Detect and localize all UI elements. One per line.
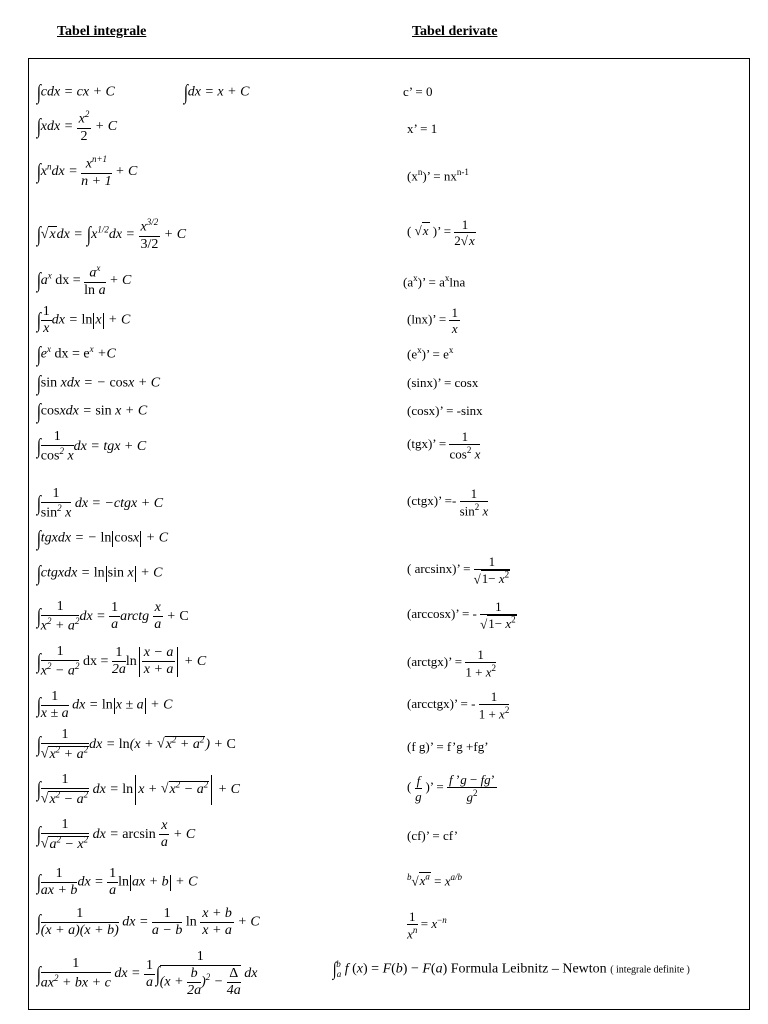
derivative-x-power-n: $(x^n)$’ = $nx^{n-1}$ xyxy=(407,167,469,184)
derivative-ctg: (ctgx)’ =- $\frac{1}{\sin^2 x}$ xyxy=(407,486,489,519)
integral-cos: ∫cosxdx = sin x + C xyxy=(36,399,148,423)
derivative-cos: (cosx)’ = -sinx xyxy=(407,403,483,418)
integral-dx: ∫dx = x + C xyxy=(183,80,250,104)
leibniz-newton-formula: ∫$^b_a$ f (x) = F(b) − F(a) Formula Leibnitz – Newton ( integrale definite ) xyxy=(332,959,690,980)
derivative-constant-multiple: (cf)’ = cf’ xyxy=(407,828,459,843)
derivative-sqrt-x: ( √x )’ = $\frac{1}{2√x}$ xyxy=(407,217,475,248)
integral-one-over-x: ∫ $\frac{1}{x}$ dx = ln x + C xyxy=(36,304,131,336)
integral-quadratic: ∫ $\frac{1}{ax^2 + bx + c}$ dx = $\frac{1}{a}$ ∫ 1 (x + $\frac{b}{2a}$ )$^2$ − $\frac{\Delta}{4a}$ dx xyxy=(36,949,258,998)
definite-integrals-note: ( integrale definite ) xyxy=(610,964,690,976)
derivative-sin: (sinx)’ = cosx xyxy=(407,375,479,390)
derivative-constant: c’ = 0 xyxy=(403,84,433,99)
integral-x-plus-minus-a: ∫ $\frac{1}{x \pm a}$ dx = ln x ± a + C xyxy=(36,689,173,721)
integral-sqrt-x: $\int√xdx = \int x^{1/2}dx$ = $\frac{x^{3/2}}{3/2}$ + C xyxy=(36,217,187,252)
derivative-tg: (tgx)’ = $\frac{1}{\cos^2 x}$ xyxy=(407,429,481,462)
integral-sec-squared: ∫ $\frac{1}{\cos^2 x}$ dx = tgx + C xyxy=(36,429,147,464)
integral-sqrt-x2-minus-a2: ∫ $\frac{1}{√x^2 - a^2}$ dx = $\ln x + √x^2 - a^2 + C$ xyxy=(36,772,241,807)
integral-linear: ∫ $\frac{1}{ax + b}$ dx = $\frac{1}{a}$ ln ax + b + C xyxy=(36,866,198,898)
integral-e-power-x: $\int e^x$ dx = $e^x +C$ xyxy=(36,342,116,366)
integral-sqrt-x2-plus-a2: ∫ $\frac{1}{√x^2 + a^2}$ dx = $\ln(x + √x^2 + a^2) + C$ xyxy=(36,727,236,762)
integral-a-power-x: $\int a^x$ dx = $\frac{a^x}{\text{ln a}}$ + C xyxy=(36,263,132,298)
derivative-e-power-x: $(e^x)$’ = $e^x$ xyxy=(407,345,454,362)
integral-constant: ∫cdx = cx + C xyxy=(36,80,115,104)
integral-product-linear: ∫ $\frac{1}{(x + a)(x + b)}$ dx = $\frac{1}{a - b}$ ln $\frac{x + b}{x + a}$ + C xyxy=(36,906,260,938)
derivative-arcsin: ( arcsinx)’ = $\frac{1}{√1- x^2}$ xyxy=(407,554,510,587)
leibniz-newton-name: Formula Leibnitz – Newton xyxy=(450,961,607,977)
integral-arctg: ∫ $\frac{1}{x^2 + a^2}$ dx = $\frac{1}{a}$ arctg $\frac{x}{a}$ + C xyxy=(36,599,189,634)
derivative-quotient: ( $\frac{f}{g}$ )’ = $\frac{f ’g - fg’}{g^2}$ xyxy=(407,772,496,805)
derivative-arcctg: (arcctgx)’ = - $\frac{1}{1 + x^2}$ xyxy=(407,689,510,722)
integral-x2-minus-a2: ∫ $\frac{1}{x^2 - a^2}$ dx = $\frac{1}{2a}$ ln $\frac{x - a}{x + a}$ + C xyxy=(36,644,207,679)
integral-csc-squared: ∫ $\frac{1}{\sin^2 x}$ dx = −ctgx + C xyxy=(36,486,164,521)
reciprocal-power-identity: $\frac{1}{x^n}$ = $x^{-n}$ xyxy=(407,909,447,942)
integral-arcsin: ∫ $\frac{1}{√a^2 - x^2}$ dx = arcsin $\frac{x}{a}$ + C xyxy=(36,817,196,852)
derivative-arctg: (arctgx)’ = $\frac{1}{1 + x^2}$ xyxy=(407,647,496,680)
derivative-arccos: (arccosx)’ = - $\frac{1}{√1- x^2}$ xyxy=(407,599,516,632)
integrals-header: Tabel integrale xyxy=(57,24,147,39)
integral-tg: ∫tgxdx = − ln cosx + C xyxy=(36,526,169,550)
integral-sin: ∫sin xdx = − cosx + C xyxy=(36,371,161,395)
integral-ctg: ∫ctgxdx = ln sin x + C xyxy=(36,561,163,585)
derivative-ln: (lnx)’ = $\frac{1}{x}$ xyxy=(407,305,458,336)
integral-x-power-n: $\int x^ndx$ = $\frac{x^{n+1}}{n + 1}$ + C xyxy=(36,154,138,189)
derivatives-header: Tabel derivate xyxy=(412,24,498,39)
integral-x: ∫xdx = $\frac{x^2}{2}$ + C xyxy=(36,109,118,144)
root-power-identity: $^b√x^a = x^{a/b}$ xyxy=(407,872,463,889)
derivative-a-power-x: $(a^x)$’ = $a^x\ln a$ xyxy=(403,273,466,290)
derivative-product: (f g)’ = f’g +fg’ xyxy=(407,739,489,754)
derivative-x: x’ = 1 xyxy=(407,121,438,136)
